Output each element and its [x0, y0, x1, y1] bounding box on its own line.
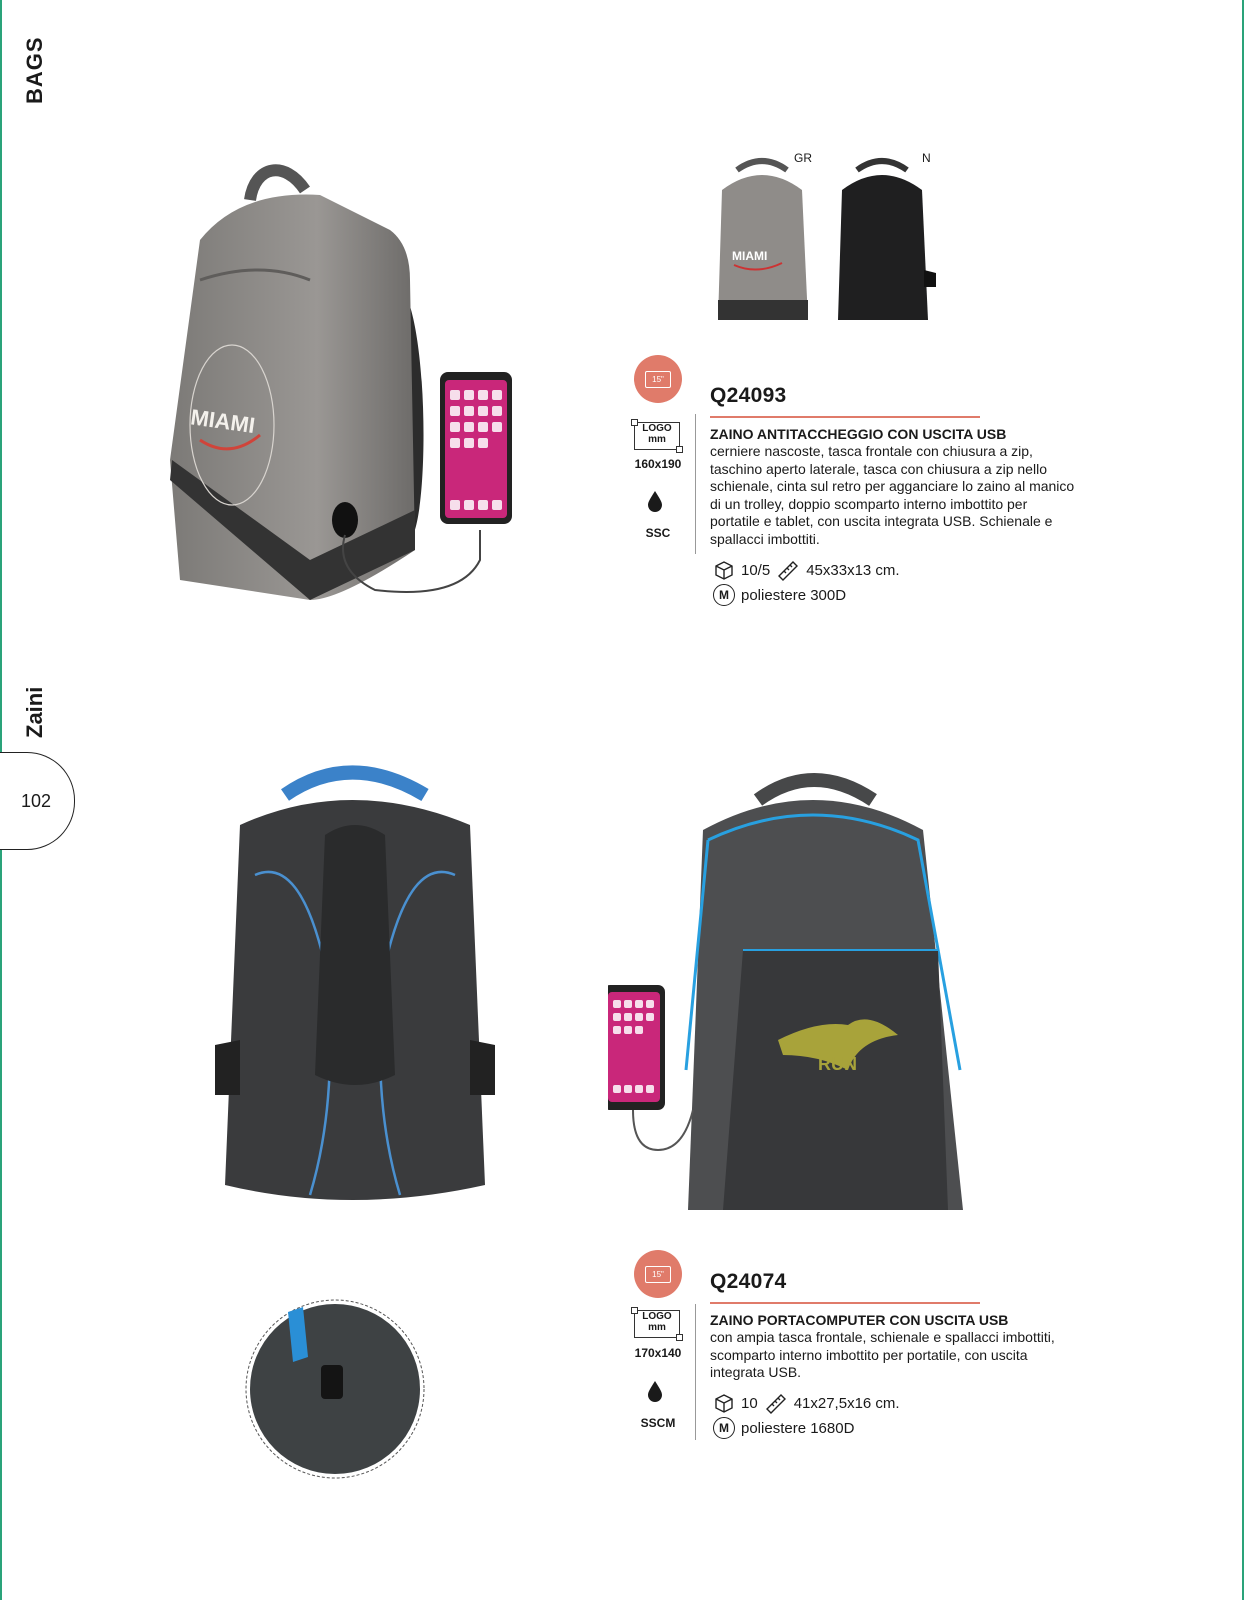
dimensions: 45x33x13 cm.	[806, 561, 900, 579]
backpack-back-view-image	[200, 765, 510, 1225]
logo-area-icon: LOGO mm	[634, 422, 680, 450]
logo-size: 160x190	[634, 457, 682, 471]
divider	[695, 1304, 696, 1440]
section-label: BAGS	[22, 36, 47, 104]
bag-print-miami: MIAMI	[189, 404, 257, 439]
material: poliestere 1680D	[741, 1419, 855, 1437]
material-icon: M	[713, 584, 735, 606]
accent-rule	[710, 416, 980, 418]
dimensions: 41x27,5x16 cm.	[793, 1394, 900, 1412]
backpack-grey-main-image	[160, 160, 540, 620]
logo-size: 170x140	[634, 1346, 682, 1360]
ruler-icon	[776, 559, 800, 581]
logo-area-icon: LOGO mm	[634, 1310, 680, 1338]
bag-print-run: RUN	[818, 1054, 857, 1074]
material-row	[713, 584, 846, 606]
material-icon: M	[713, 1417, 735, 1439]
backpack-front-view-image	[608, 770, 1028, 1220]
box-icon	[713, 559, 735, 581]
variant-label-grey: GR	[794, 151, 812, 165]
product-title: ZAINO ANTITACCHEGGIO CON USCITA USB	[710, 426, 1007, 442]
print-method: SSC	[645, 526, 671, 540]
packing-quantity: 10/5	[741, 561, 771, 579]
divider	[695, 414, 696, 554]
laptop-icon: 15"	[645, 371, 671, 388]
material-row	[713, 1417, 854, 1439]
laptop-size-badge	[634, 1250, 682, 1298]
packing-dimensions-row	[713, 559, 900, 581]
product-code: Q24093	[710, 384, 787, 407]
category-label: Zaini	[22, 686, 47, 738]
variant-label-black: N	[922, 151, 931, 165]
variant-grey-image	[712, 155, 822, 325]
product-code: Q24074	[710, 1270, 787, 1293]
product-title: ZAINO PORTACOMPUTER CON USCITA USB	[710, 1312, 1009, 1328]
usb-port-detail-image	[243, 1297, 427, 1481]
variant-black-image	[832, 155, 942, 325]
accent-rule	[710, 1302, 980, 1304]
ruler-icon	[764, 1392, 788, 1414]
page-number: 102	[0, 752, 75, 850]
svg-text:MIAMI: MIAMI	[732, 249, 768, 263]
print-method: SSCM	[640, 1416, 676, 1430]
laptop-icon: 15"	[645, 1266, 671, 1283]
ink-drop-icon	[646, 1380, 664, 1402]
packing-dimensions-row	[713, 1392, 900, 1414]
box-icon	[713, 1392, 735, 1414]
product-description: cerniere nascoste, tasca frontale con chiusura a zip, taschino aperto laterale, tasca con chiusura a zip nello schienale, cinta sul retro per agganciare lo zaino al manico di un trolley, doppio scomparto interno imbottito per portatile e tablet, con uscita integrata USB. Schienale e spallacci imbottiti.	[710, 443, 1075, 547]
laptop-size-badge	[634, 355, 682, 403]
material: poliestere 300D	[741, 586, 847, 604]
product-description: con ampia tasca frontale, schienale e spallacci imbottiti, scomparto interno imbottito per portatile, con uscita integrata USB.	[710, 1329, 1055, 1380]
ink-drop-icon	[646, 490, 664, 512]
packing-quantity: 10	[741, 1394, 758, 1412]
